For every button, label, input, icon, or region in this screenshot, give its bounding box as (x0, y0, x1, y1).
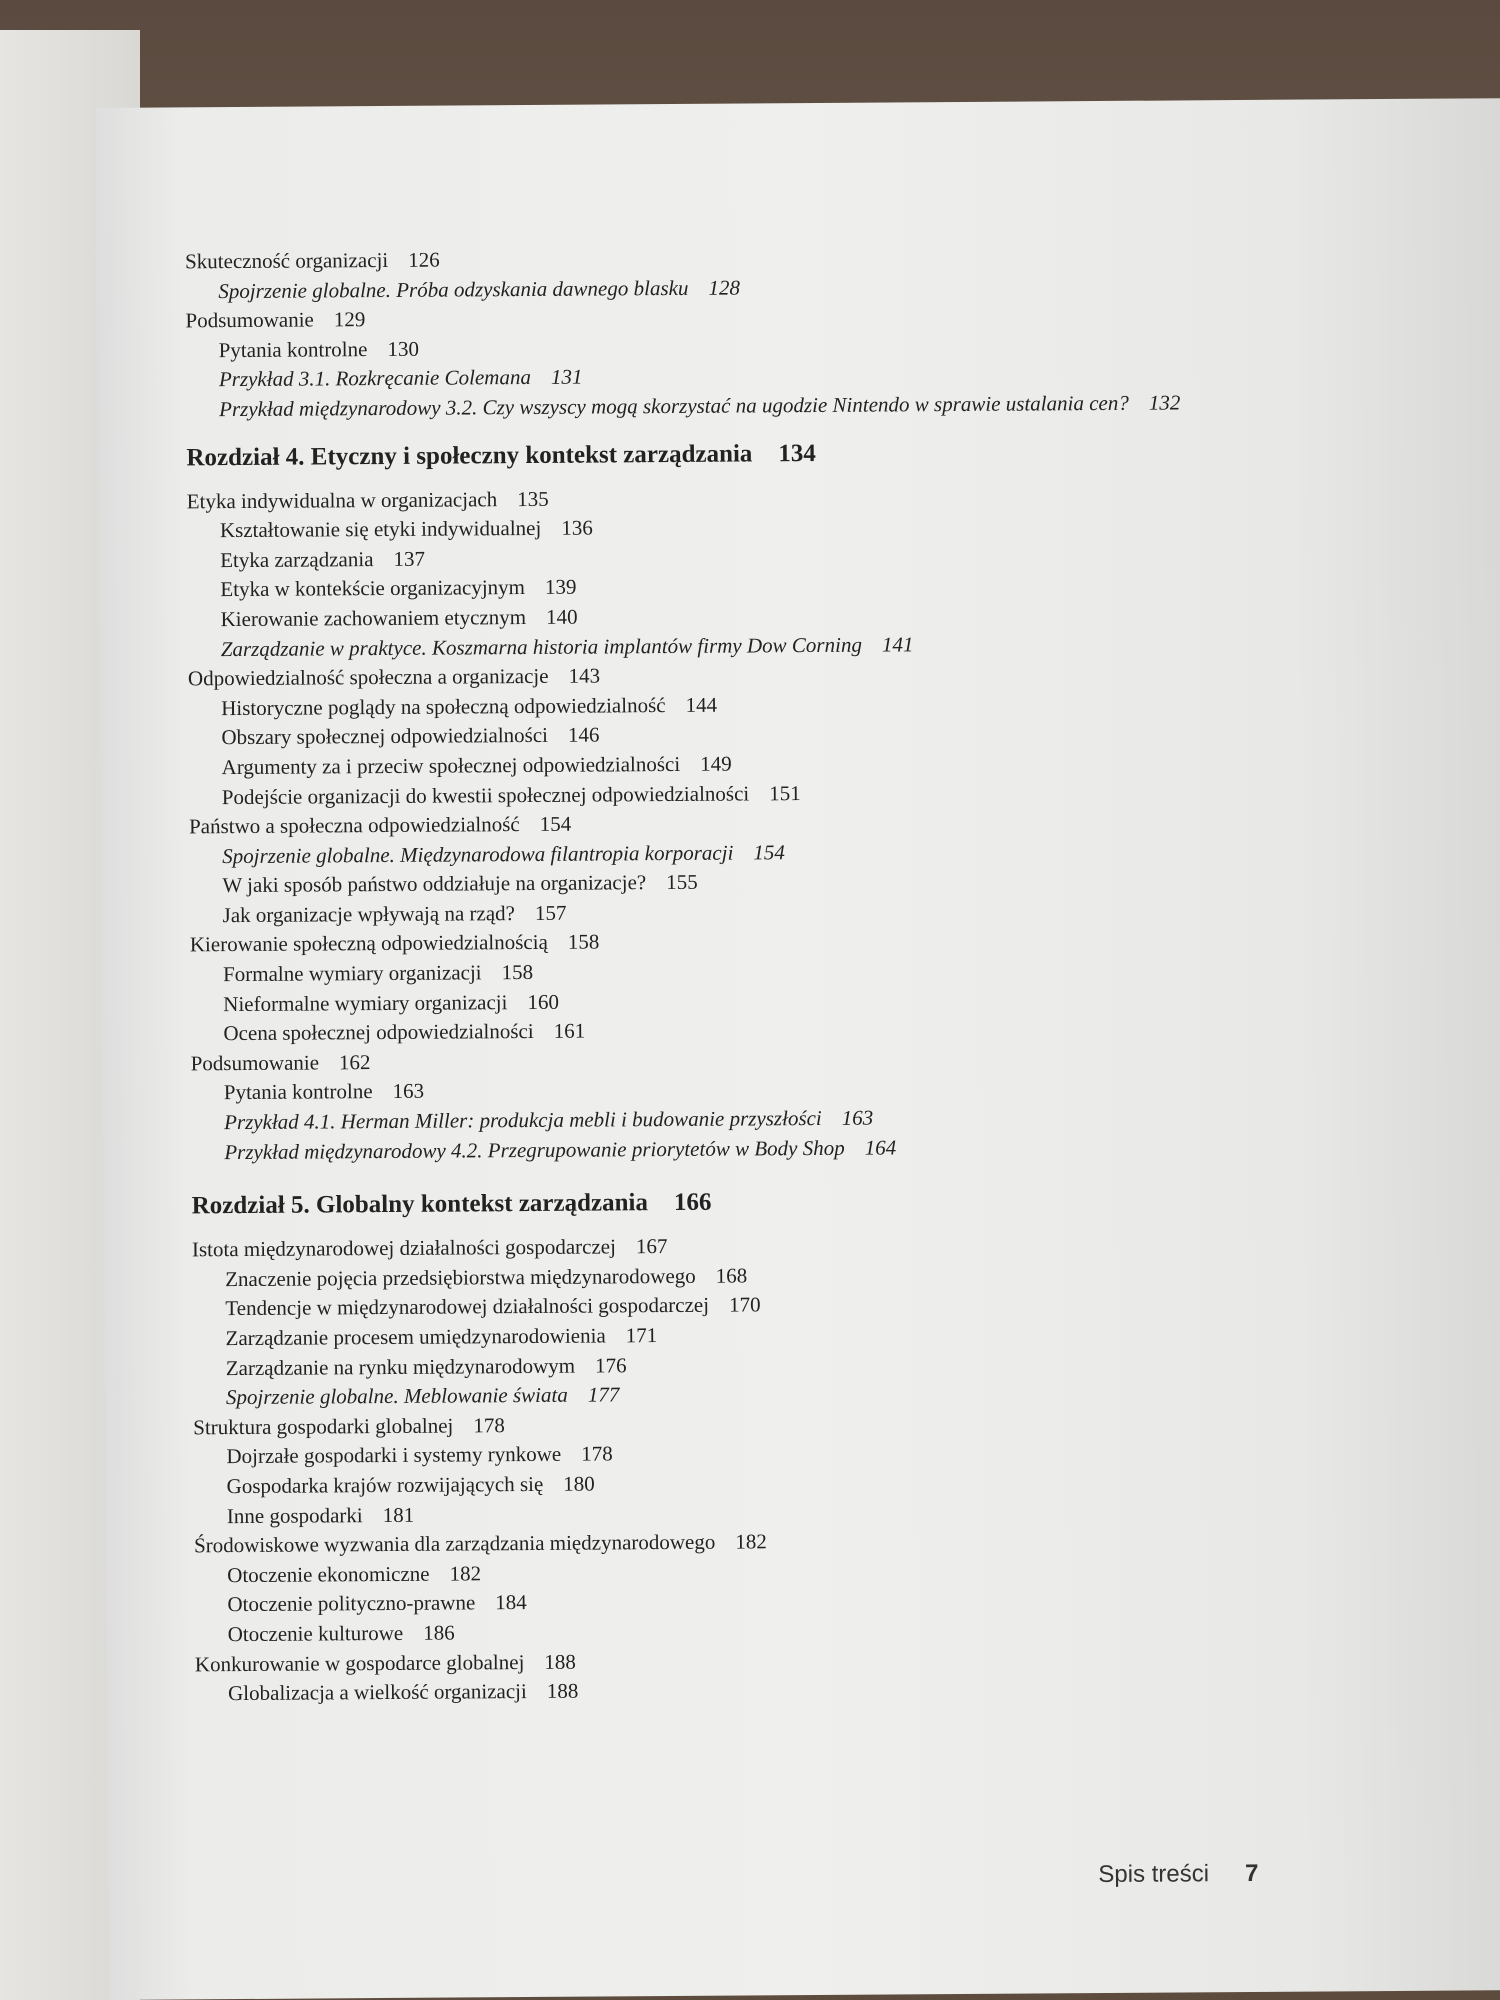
toc-entry-page: 144 (685, 692, 718, 717)
toc-section-chapter-5 (192, 1227, 1395, 1709)
toc-entry-title: Historyczne poglądy na społeczną odpowiedzialność (221, 692, 666, 720)
toc-entry-title: Podsumowanie (185, 307, 314, 333)
toc-entry-title: Otoczenie polityczno-prawne (227, 1590, 476, 1617)
toc-entry-title: W jaki sposób państwo oddziałuje na organizacje? (222, 870, 647, 898)
toc-entry-title: Zarządzanie na rynku międzynarodowym (225, 1353, 576, 1380)
toc-entry-page: 182 (449, 1561, 482, 1586)
toc-entry-page: 158 (567, 929, 600, 955)
toc-entry-title: Zarządzanie w praktyce. Koszmarna historia implantów firmy Dow Corning (220, 632, 862, 661)
toc-entry-page: 155 (666, 870, 698, 895)
toc-section-chapter-4 (187, 479, 1392, 1168)
toc-entry-title: Przykład międzynarodowy 3.2. Czy wszyscy mogą skorzystać na ugodzie Nintendo w sprawie ustalania cen? (219, 390, 1129, 422)
toc-entry-page: 126 (408, 247, 440, 272)
toc-entry-page: 177 (587, 1382, 620, 1407)
toc-entry-title: Państwo a społeczna odpowiedzialność (188, 812, 520, 839)
toc-entry-title: Obszary społecznej odpowiedzialności (221, 723, 549, 750)
toc-entry-page: 157 (534, 900, 567, 925)
chapter-title: Rozdział 4. Etyczny i społeczny kontekst zarządzania (186, 439, 753, 471)
toc-entry-page: 143 (568, 663, 601, 688)
footer-label: Spis treści (1098, 1860, 1210, 1889)
toc-entry-title: Przykład 4.1. Herman Miller: produkcja mebli i budowanie przyszłości (223, 1105, 822, 1135)
toc-entry-page: 162 (338, 1049, 371, 1075)
toc-entry-page: 176 (594, 1352, 627, 1378)
toc-entry-page: 132 (1148, 390, 1181, 415)
toc-entry-title: Pytania kontrolne (218, 336, 368, 362)
toc-entry-title: Przykład międzynarodowy 4.2. Przegrupowanie priorytetów w Body Shop (224, 1135, 845, 1164)
toc-entry-title: Istota międzynarodowej działalności gospodarczej (191, 1234, 616, 1262)
toc-entry-page: 163 (392, 1079, 425, 1104)
toc-entry (186, 388, 1219, 425)
chapter-5-heading (192, 1181, 1392, 1223)
toc-entry-page: 178 (581, 1441, 613, 1467)
toc-entry-title: Przykład 3.1. Rozkręcanie Colemana (218, 365, 532, 392)
toc-entry-page: 136 (561, 515, 593, 540)
toc-entry-page: 131 (550, 364, 583, 390)
toc-entry-title: Odpowiedzialność społeczna a organizacje (187, 663, 549, 691)
toc-entry-page: 188 (544, 1649, 576, 1674)
toc-entry-title: Ocena społecznej odpowiedzialności (223, 1019, 534, 1046)
toc-entry-title: Środowiskowe wyzwania dla zarządzania międzynarodowego (193, 1529, 716, 1558)
toc-entry-page: 129 (333, 307, 366, 332)
toc-entry-title: Podsumowanie (190, 1050, 320, 1076)
toc-entry-title: Spojrzenie globalne. Międzynarodowa filantropia korporacji (222, 840, 734, 868)
toc-section-chapter-3-end (185, 239, 1386, 425)
toc-entry-page: 180 (563, 1471, 595, 1496)
toc-entry-title: Pytania kontrolne (223, 1079, 373, 1105)
toc-entry-title: Globalizacja a wielkość organizacji (227, 1679, 527, 1706)
toc-entry-page: 164 (864, 1135, 897, 1160)
page-footer (1098, 1860, 1258, 1889)
toc-entry-title: Konkurowanie w gospodarce globalnej (194, 1649, 525, 1676)
toc-entry-title: Kształtowanie się etyki indywidualnej (219, 516, 542, 543)
toc-entry-page: 160 (527, 989, 560, 1014)
toc-entry-title: Otoczenie ekonomiczne (227, 1561, 430, 1587)
toc-entry-title: Kierowanie zachowaniem etycznym (220, 604, 527, 632)
toc-entry-title: Spojrzenie globalne. Meblowanie świata (225, 1382, 568, 1410)
toc-entry-title: Inne gospodarki (226, 1502, 363, 1528)
toc-entry-page: 140 (546, 604, 578, 629)
toc-entry-title: Otoczenie kulturowe (227, 1620, 404, 1647)
toc-entry-page: 154 (753, 839, 785, 865)
book-page (96, 98, 1500, 2000)
toc-entry-page: 137 (393, 546, 426, 571)
toc-entry-title: Kierowanie społeczną odpowiedzialnością (189, 930, 548, 957)
toc-entry-title: Zarządzanie procesem umiędzynarodowienia (225, 1323, 606, 1351)
chapter-title: Rozdział 5. Globalny kontekst zarządzania (191, 1189, 649, 1220)
toc-entry-title: Skuteczność organizacji (184, 247, 389, 274)
toc-entry-title: Spojrzenie globalne. Próba odzyskania dawnego blasku (218, 275, 689, 303)
toc-entry-page: 128 (708, 275, 740, 300)
toc-entry-title: Formalne wymiary organizacji (222, 960, 482, 987)
toc-entry-title: Struktura gospodarki globalnej (193, 1413, 454, 1440)
toc-entry-title: Tendencje w międzynarodowej działalności gospodarczej (225, 1293, 710, 1321)
toc-entry-page: 182 (735, 1529, 767, 1554)
toc-entry-page: 184 (495, 1590, 527, 1615)
toc-entry-title: Gospodarka krajów rozwijających się (226, 1471, 544, 1499)
toc-entry-page: 171 (625, 1323, 658, 1348)
toc-entry-title: Znaczenie pojęcia przedsiębiorstwa międzynarodowego (225, 1263, 696, 1291)
toc-entry-page: 135 (517, 486, 549, 511)
toc-entry-page: 186 (423, 1620, 455, 1645)
toc-entry-title: Etyka zarządzania (220, 546, 374, 572)
toc-entry-page: 158 (501, 960, 534, 985)
toc-entry-page: 167 (635, 1234, 668, 1259)
toc-entry-page: 151 (769, 780, 801, 805)
chapter-page-number: 166 (673, 1188, 712, 1217)
chapter-4-heading (186, 433, 1386, 475)
toc-entry-page: 188 (546, 1678, 579, 1704)
toc-entry-title: Etyka w kontekście organizacyjnym (220, 575, 526, 602)
toc-entry-title: Podejście organizacji do kwestii społecznej odpowiedzialności (221, 780, 750, 809)
toc-entry-page: 141 (881, 631, 914, 657)
toc-entry-page: 161 (553, 1018, 586, 1044)
toc-entry-page: 170 (728, 1292, 761, 1318)
toc-entry-page: 163 (841, 1105, 874, 1130)
toc-entry-page: 178 (473, 1412, 505, 1438)
toc-entry-page: 139 (544, 575, 577, 600)
toc-entry-title: Etyka indywidualna w organizacjach (186, 486, 498, 513)
toc-entry-page: 168 (715, 1263, 748, 1288)
toc-entry-title: Jak organizacje wpływają na rząd? (222, 900, 516, 928)
toc-entry-page: 146 (567, 722, 600, 748)
table-of-contents (185, 239, 1395, 1709)
toc-entry-page: 181 (382, 1502, 415, 1527)
toc-entry-page: 130 (387, 336, 420, 361)
page-number: 7 (1244, 1859, 1259, 1888)
toc-entry-page: 149 (700, 751, 732, 776)
toc-entry-title: Argumenty za i przeciw społecznej odpowiedzialności (221, 751, 681, 780)
toc-entry-page: 154 (539, 811, 572, 837)
toc-entry-title: Nieformalne wymiary organizacji (223, 989, 508, 1016)
toc-entry-title: Dojrzałe gospodarki i systemy rynkowe (226, 1442, 562, 1469)
chapter-page-number: 134 (778, 439, 816, 467)
